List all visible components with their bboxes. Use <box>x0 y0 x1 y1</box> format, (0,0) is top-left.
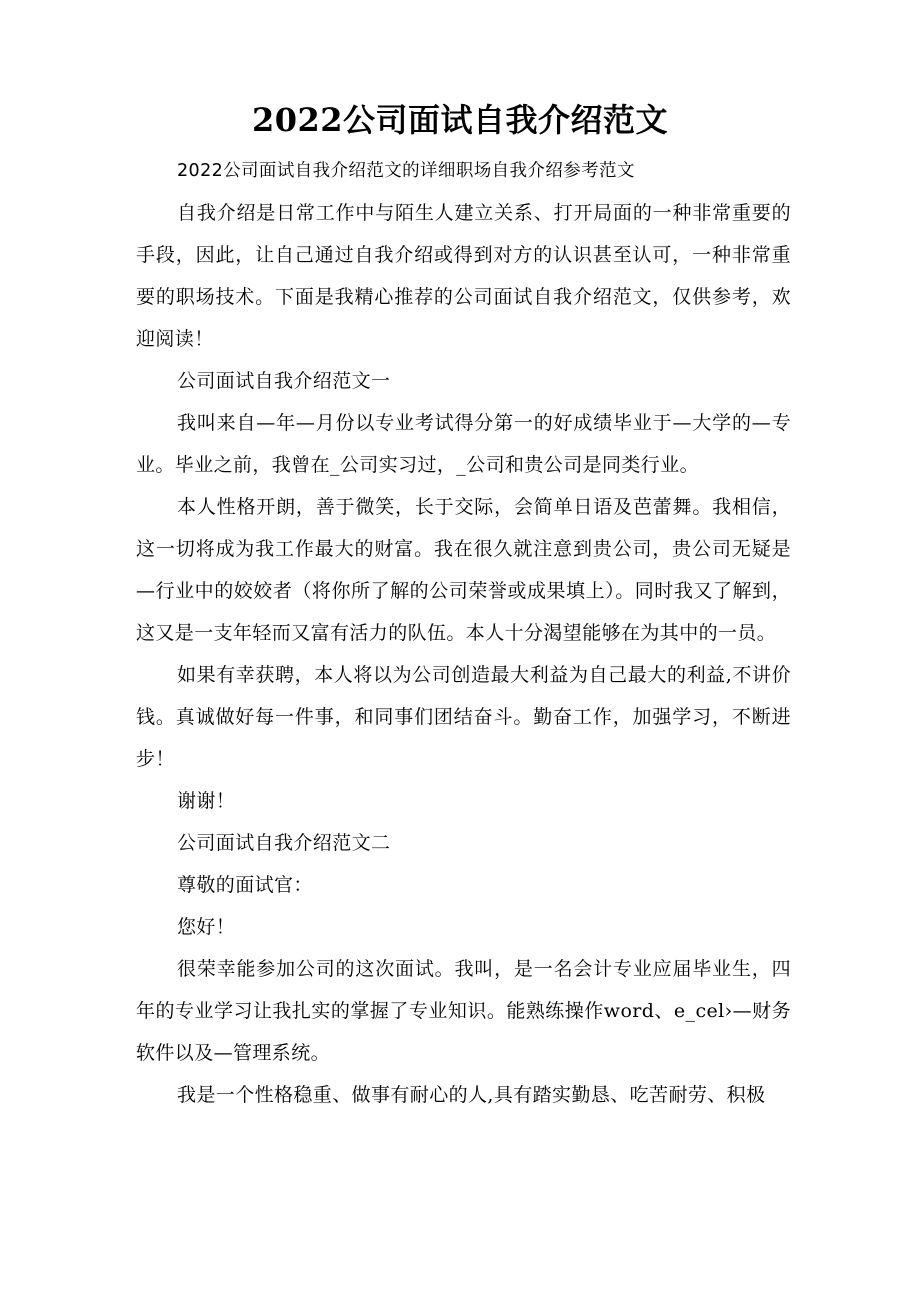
section-heading-sample-two: 公司面试自我介绍范文二 <box>177 832 391 854</box>
salutation: 尊敬的面试官： <box>177 874 313 896</box>
document-body <box>136 150 791 1116</box>
paragraph: 谢谢！ <box>177 790 236 812</box>
paragraph: 我是一个性格稳重、做事有耐心的人,具有踏实勤恳、吃苦耐劳、积极 <box>177 1084 766 1106</box>
paragraph: 很荣幸能参加公司的这次面试。我叫，是一名会计专业应届毕业生，四年的专业学习让我扎实的掌握了专业知识。能熟练操作word、e_cel›—财务软件以及—管理系统。 <box>136 958 791 1064</box>
paragraph: 本人性格开朗，善于微笑，长于交际，会简单日语及芭蕾舞。我相信，这一切将成为我工作最大的财富。我在很久就注意到贵公司，贵公司无疑是—行业中的姣姣者（将你所了解的公司荣誉或成果填上）。同时我又了解到，这又是一支年轻而又富有活力的队伍。本人十分渴望能够在为其中的一员。 <box>136 496 791 644</box>
document-subtitle: 2022公司面试自我介绍范文的详细职场自我介绍参考范文 <box>177 161 635 181</box>
section-heading-sample-one: 公司面试自我介绍范文一 <box>177 370 391 392</box>
document-title: 2022公司面试自我介绍范文 <box>251 101 669 139</box>
greeting: 您好！ <box>177 916 236 938</box>
intro-paragraph: 自我介绍是日常工作中与陌生人建立关系、打开局面的一种非常重要的手段，因此，让自己通过自我介绍或得到对方的认识甚至认可，一种非常重要的职场技术。下面是我精心推荐的公司面试自我介绍范文，仅供参考，欢迎阅读！ <box>136 202 791 350</box>
paragraph: 我叫来自—年—月份以专业考试得分第一的好成绩毕业于—大学的—专业。毕业之前，我曾在_公司实习过，_公司和贵公司是同类行业。 <box>136 412 791 476</box>
paragraph: 如果有幸获聘，本人将以为公司创造最大利益为自己最大的利益,不讲价钱。真诚做好每一件事，和同事们团结奋斗。勤奋工作，加强学习，不断进步！ <box>136 664 791 770</box>
